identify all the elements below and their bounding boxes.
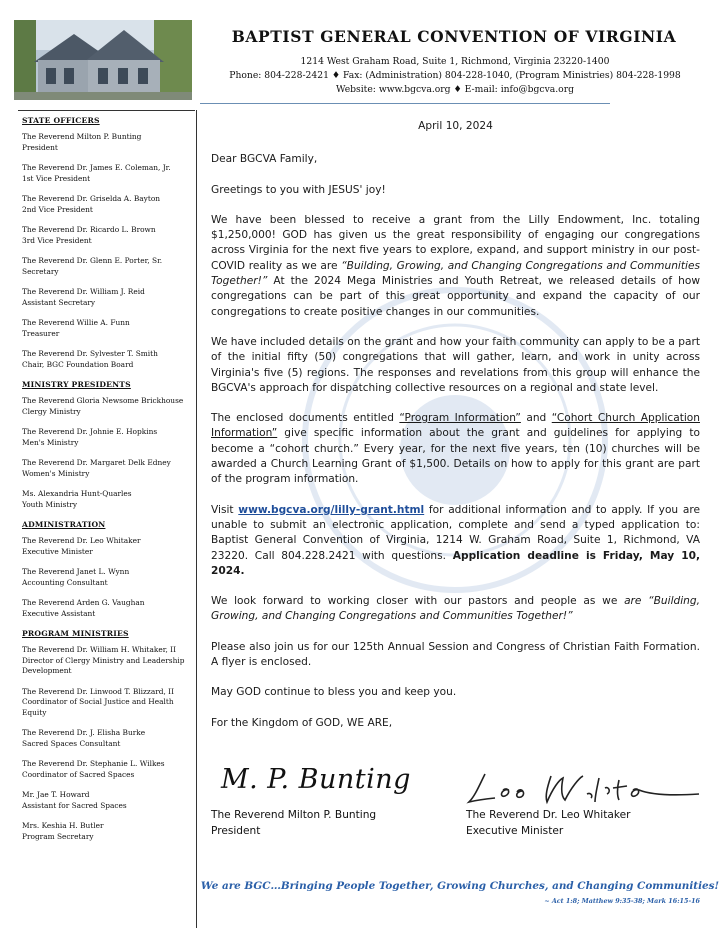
signature-whitaker	[466, 807, 630, 839]
sidebar-entry	[22, 567, 197, 588]
whitaker-title: Executive Minister	[466, 825, 564, 837]
sidebar-entry-name: The Reverend Milton P. Bunting	[22, 132, 142, 141]
sidebar-entry-role: Accounting Consultant	[22, 577, 108, 587]
sidebar-entry-role: Executive Assistant	[22, 608, 96, 618]
paragraph-documents-text-2: give specific information about the grant and guidelines for applying to become a “cohort church.” Every year, for the next five years, ten (10) churches will be awarded a Church Learning Grant of $1,500. Details on how to apply for this grant are part of the program information.	[211, 427, 700, 486]
sidebar-entry-name: The Reverend Dr. Johnie E. Hopkins	[22, 427, 158, 436]
sidebar-entry	[22, 349, 197, 370]
sidebar-entry-name: The Reverend Dr. Stephanie L. Wilkes	[22, 759, 165, 768]
sidebar-section	[22, 116, 197, 370]
sidebar-entry-role: Secretary	[22, 266, 59, 276]
conjunction: and	[520, 412, 552, 425]
sidebar-entry	[22, 163, 197, 184]
building-photo	[14, 20, 192, 100]
sidebar-entry	[22, 790, 197, 811]
sidebar-section-heading: MINISTRY PRESIDENTS	[22, 380, 131, 389]
letter-body	[211, 119, 700, 746]
sidebar-entry-role: 1st Vice President	[22, 173, 91, 183]
sidebar-entry	[22, 225, 197, 246]
sidebar-entry-name: The Reverend Dr. Margaret Delk Edney	[22, 458, 171, 467]
greeting: Greetings to you with JESUS' joy!	[211, 183, 386, 196]
paragraph-grant-text-2: At the 2024 Mega Ministries and Youth Retreat, we released details of how congregations can be part of this great opportunity and expand the capacity of our congregations to create positive changes in our communities.	[211, 275, 700, 318]
visit-text: Visit	[211, 503, 239, 516]
sidebar-entry-role: Executive Minister	[22, 546, 93, 556]
signature-bunting-script	[221, 764, 411, 795]
sidebar-entry	[22, 687, 197, 719]
salutation: Dear BGCVA Family,	[211, 153, 318, 166]
theme-quote-2: are “Building, Growing, and Changing Congregations and Communities Together!”	[211, 595, 700, 623]
paragraph-closer-text: We look forward to working closer with our pastors and people as we	[211, 595, 625, 608]
cohort-application-doc: “Cohort Church Application Information”	[211, 412, 700, 440]
sidebar-section-heading: ADMINISTRATION	[22, 520, 106, 529]
sidebar-entry-role: 3rd Vice President	[22, 235, 92, 245]
sidebar-entry-role: Women's Ministry	[22, 468, 90, 478]
sidebar-entry-role: Assistant Secretary	[22, 297, 96, 307]
sidebar-section-heading: PROGRAM MINISTRIES	[22, 629, 129, 638]
sidebar-section	[22, 520, 197, 619]
paragraph-session: Please also join us for our 125th Annual Session and Congress of Christian Faith Formation. A flyer is enclosed.	[211, 640, 700, 669]
sidebar-entry-role: Chair, BGC Foundation Board	[22, 359, 134, 369]
sidebar-entry	[22, 318, 197, 339]
paragraph-cohort: We have included details on the grant and how your faith community can apply to be a part of the initial fifty (50) congregations that will gather, learn, and work in unity across Virginia's five (5) regions. The responses and revelations from this group will enhance the BGCVA's approach for dispatching collective resources on a regional and state level.	[211, 335, 700, 394]
paragraph-documents-text: The enclosed documents entitled	[211, 412, 400, 425]
bunting-title: President	[211, 825, 261, 837]
paragraph-blessing: May GOD continue to bless you and keep you.	[211, 686, 457, 699]
sidebar-entry-name: The Reverend Willie A. Funn	[22, 318, 130, 327]
sidebar-entry-role: Men's Ministry	[22, 437, 79, 447]
sidebar-entry-name: The Reverend Janet L. Wynn	[22, 567, 130, 576]
organization-phones: Phone: 804-228-2421 ♦ Fax: (Administration) 804-228-1040, (Program Ministries) 804-228-1998	[229, 70, 681, 81]
closing-line: For the Kingdom of GOD, WE ARE,	[211, 716, 393, 729]
sidebar-entry	[22, 759, 197, 780]
sidebar-entry-name: The Reverend Dr. J. Elisha Burke	[22, 728, 146, 737]
sidebar-entry-name: The Reverend Dr. Glenn E. Porter, Sr.	[22, 256, 163, 265]
sidebar-entry-name: The Reverend Dr. Griselda A. Bayton	[22, 194, 161, 203]
whitaker-name: The Reverend Dr. Leo Whitaker	[466, 809, 631, 821]
paragraph-closer	[211, 594, 700, 625]
sidebar-entry	[22, 427, 197, 448]
sidebar-officers	[22, 116, 197, 852]
sidebar-entry	[22, 256, 197, 277]
header-rule	[200, 103, 610, 104]
whitaker-signature: Leo Whitaker	[455, 766, 462, 767]
sidebar-entry	[22, 598, 197, 619]
sidebar-entry-role: Sacred Spaces Consultant	[22, 738, 121, 748]
paragraph-apply-text: for additional information and to apply. If you are unable to submit an electronic application, complete and send a typed application to: Baptist General Convention of Virginia, 1214 W. Graham Road, Suite 1, Richmond, VA 23220. Call 804.228.2421 with questions.	[211, 503, 700, 562]
sidebar-entry-role: Program Secretary	[22, 831, 94, 841]
bunting-signature: M. P. Bunting	[221, 764, 411, 795]
letter-date: April 10, 2024	[418, 120, 493, 132]
sidebar-section	[22, 380, 197, 510]
sidebar-entry-role: Assistant for Sacred Spaces	[22, 800, 127, 810]
sidebar-entry	[22, 132, 197, 153]
sidebar-entry	[22, 396, 197, 417]
organization-web: Website: www.bgcva.org ♦ E-mail: info@bgcva.org	[336, 84, 574, 95]
paragraph-grant	[211, 213, 700, 320]
grant-link[interactable]: www.bgcva.org/lilly-grant.html	[238, 503, 425, 516]
signature-bunting	[211, 807, 376, 839]
sidebar-entry	[22, 536, 197, 557]
paragraph-grant-text: We have been blessed to receive a grant from the Lilly Endowment, Inc. totaling $1,250,000! GOD has given us the great responsibility of engaging our congregations across Virginia for the next five years to explore, expand, and support ministry in our post-COVID reality as we are	[211, 213, 700, 272]
sidebar-top-rule	[18, 110, 195, 111]
sidebar-entry-role: Clergy Ministry	[22, 406, 81, 416]
paragraph-apply	[211, 503, 700, 579]
sidebar-entry-name: The Reverend Dr. Leo Whitaker	[22, 536, 141, 545]
sidebar-section-heading: STATE OFFICERS	[22, 116, 100, 125]
sidebar-section	[22, 629, 197, 842]
sidebar-entry	[22, 489, 197, 510]
organization-title: BAPTIST GENERAL CONVENTION OF VIRGINIA	[231, 27, 677, 46]
sidebar-entry-name: The Reverend Dr. James E. Coleman, Jr.	[22, 163, 171, 172]
organization-address: 1214 West Graham Road, Suite 1, Richmond, Virginia 23220-1400	[300, 56, 610, 67]
theme-quote: “Building, Growing, and Changing Congregations and Communities Together!”	[211, 259, 700, 288]
sidebar-entry-name: The Reverend Arden G. Vaughan	[22, 598, 145, 607]
bunting-name: The Reverend Milton P. Bunting	[211, 809, 377, 821]
deadline-text: Application deadline is Friday, May 10, 2024.	[211, 549, 701, 577]
sidebar-entry	[22, 287, 197, 308]
sidebar-entry	[22, 821, 197, 842]
sidebar-entry-name: The Reverend Gloria Newsome Brickhouse	[22, 396, 184, 405]
sidebar-entry	[22, 194, 197, 215]
sidebar-entry-role: Coordinator of Sacred Spaces	[22, 769, 135, 779]
sidebar-entry-name: Mrs. Keshia H. Butler	[22, 821, 104, 830]
sidebar-entry	[22, 645, 197, 677]
sidebar-entry	[22, 458, 197, 479]
sidebar-entry-name: Ms. Alexandria Hunt-Quarles	[22, 489, 132, 498]
paragraph-documents	[211, 411, 700, 487]
sidebar-entry-role: President	[22, 142, 58, 152]
sidebar-entry-role: Treasurer	[22, 328, 60, 338]
sidebar-entry-name: The Reverend Dr. Ricardo L. Brown	[22, 225, 156, 234]
sidebar-entry-name: The Reverend Dr. Linwood T. Blizzard, II	[22, 686, 175, 696]
sidebar-entry-name: The Reverend Dr. Sylvester T. Smith	[22, 349, 158, 358]
sidebar-entry-role: 2nd Vice President	[22, 204, 93, 214]
sidebar-entry-name: The Reverend Dr. William J. Reid	[22, 287, 145, 296]
footer-scripture: ~ Act 1:8; Matthew 9:35-38; Mark 16:15-16	[544, 897, 700, 905]
sidebar-entry	[22, 728, 197, 749]
sidebar-entry-name: Mr. Jae T. Howard	[22, 790, 90, 799]
sidebar-entry-role: Youth Ministry	[22, 499, 78, 509]
sidebar-entry-role: Director of Clergy Ministry and Leadership Development	[22, 655, 185, 675]
sidebar-entry-role: Coordinator of Social Justice and Health Equity	[22, 697, 174, 717]
program-information-doc: “Program Information”	[399, 412, 521, 425]
footer-motto: We are BGC…Bringing People Together, Growing Churches, and Changing Communities!	[200, 880, 720, 892]
sidebar-entry-name: The Reverend Dr. William H. Whitaker, II	[22, 645, 177, 654]
